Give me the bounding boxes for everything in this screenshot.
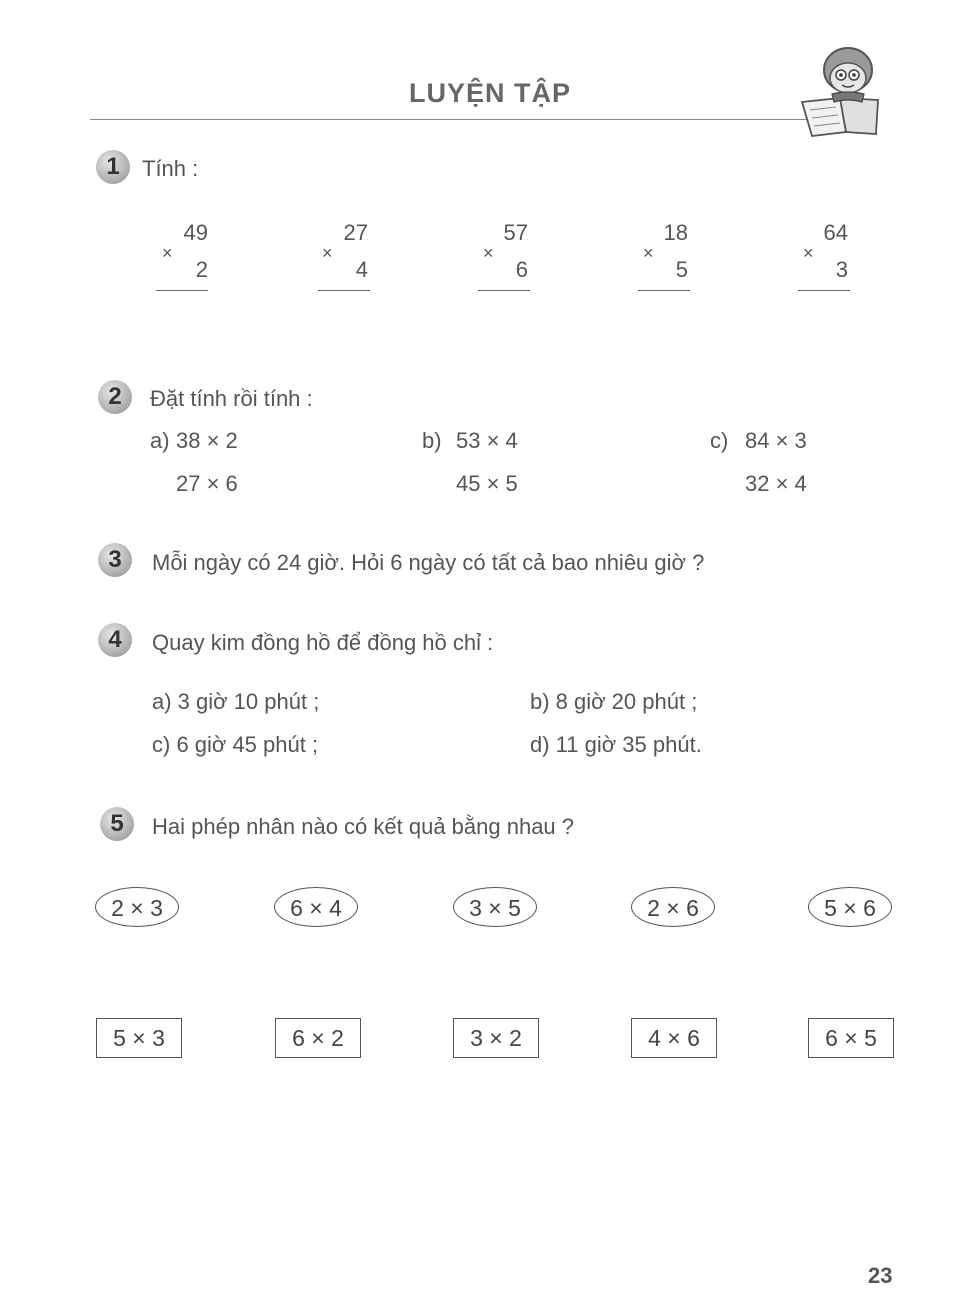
result-line xyxy=(318,290,370,291)
exercise-4-prompt: Quay kim đồng hồ để đồng hồ chỉ : xyxy=(152,630,494,655)
oval-expression[interactable]: 6 × 4 xyxy=(274,887,358,927)
multiplicand: 64 xyxy=(823,220,848,245)
times-sign: × xyxy=(322,243,333,263)
exercise-3-text: Mỗi ngày có 24 giờ. Hỏi 6 ngày có tất cả bao nhiêu giờ ? xyxy=(152,550,705,575)
exercise-4-d: d) 11 giờ 35 phút. xyxy=(530,732,702,757)
multiplier: 5 xyxy=(675,257,688,282)
result-line xyxy=(638,290,690,291)
box-expression[interactable]: 5 × 3 xyxy=(96,1018,182,1058)
expression-b1: 53 × 4 xyxy=(456,428,518,453)
times-sign: × xyxy=(483,243,494,263)
oval-expression[interactable]: 3 × 5 xyxy=(453,887,537,927)
oval-expression[interactable]: 2 × 6 xyxy=(631,887,715,927)
times-sign: × xyxy=(162,243,173,263)
multiplicand: 18 xyxy=(663,220,688,245)
expression-c1: 84 × 3 xyxy=(745,428,807,453)
times-sign: × xyxy=(643,243,654,263)
box-expression[interactable]: 3 × 2 xyxy=(453,1018,539,1058)
result-line xyxy=(156,290,208,291)
multiplicand: 27 xyxy=(343,220,368,245)
expression-c2: 32 × 4 xyxy=(745,471,807,496)
exercise-5-badge: 5 xyxy=(100,807,134,841)
box-expression[interactable]: 6 × 2 xyxy=(275,1018,361,1058)
multiplier: 3 xyxy=(835,257,848,282)
exercise-2-prompt: Đặt tính rồi tính : xyxy=(150,386,313,411)
page-title: LUYỆN TẬP xyxy=(408,78,571,108)
result-line xyxy=(798,290,850,291)
exercise-5-prompt: Hai phép nhân nào có kết quả bằng nhau ? xyxy=(152,814,575,839)
result-line xyxy=(478,290,530,291)
exercise-4-a: a) 3 giờ 10 phút ; xyxy=(152,689,320,714)
expression-b2: 45 × 5 xyxy=(456,471,518,496)
part-a-label: a) xyxy=(150,428,170,453)
exercise-1-badge: 1 xyxy=(96,150,130,184)
multiplier: 2 xyxy=(195,257,208,282)
exercise-4-badge: 4 xyxy=(98,623,132,657)
exercise-1-prompt: Tính : xyxy=(142,156,199,181)
expression-a1: 38 × 2 xyxy=(176,428,238,453)
multiplier: 4 xyxy=(355,257,368,282)
oval-expression[interactable]: 2 × 3 xyxy=(95,887,179,927)
part-c-label: c) xyxy=(710,428,729,453)
box-expression[interactable]: 4 × 6 xyxy=(631,1018,717,1058)
page-number: 23 xyxy=(868,1263,893,1288)
title-divider xyxy=(90,119,820,120)
multiplicand: 49 xyxy=(183,220,208,245)
multiplicand: 57 xyxy=(503,220,528,245)
exercise-2-badge: 2 xyxy=(98,380,132,414)
reading-kid-icon xyxy=(790,40,890,140)
expression-a2: 27 × 6 xyxy=(176,471,238,496)
exercise-3-badge: 3 xyxy=(98,543,132,577)
oval-expression[interactable]: 5 × 6 xyxy=(808,887,892,927)
exercise-4-c: c) 6 giờ 45 phút ; xyxy=(152,732,319,757)
box-expression[interactable]: 6 × 5 xyxy=(808,1018,894,1058)
multiplier: 6 xyxy=(515,257,528,282)
times-sign: × xyxy=(803,243,814,263)
exercise-4-b: b) 8 giờ 20 phút ; xyxy=(530,689,698,714)
part-b-label: b) xyxy=(422,428,442,453)
